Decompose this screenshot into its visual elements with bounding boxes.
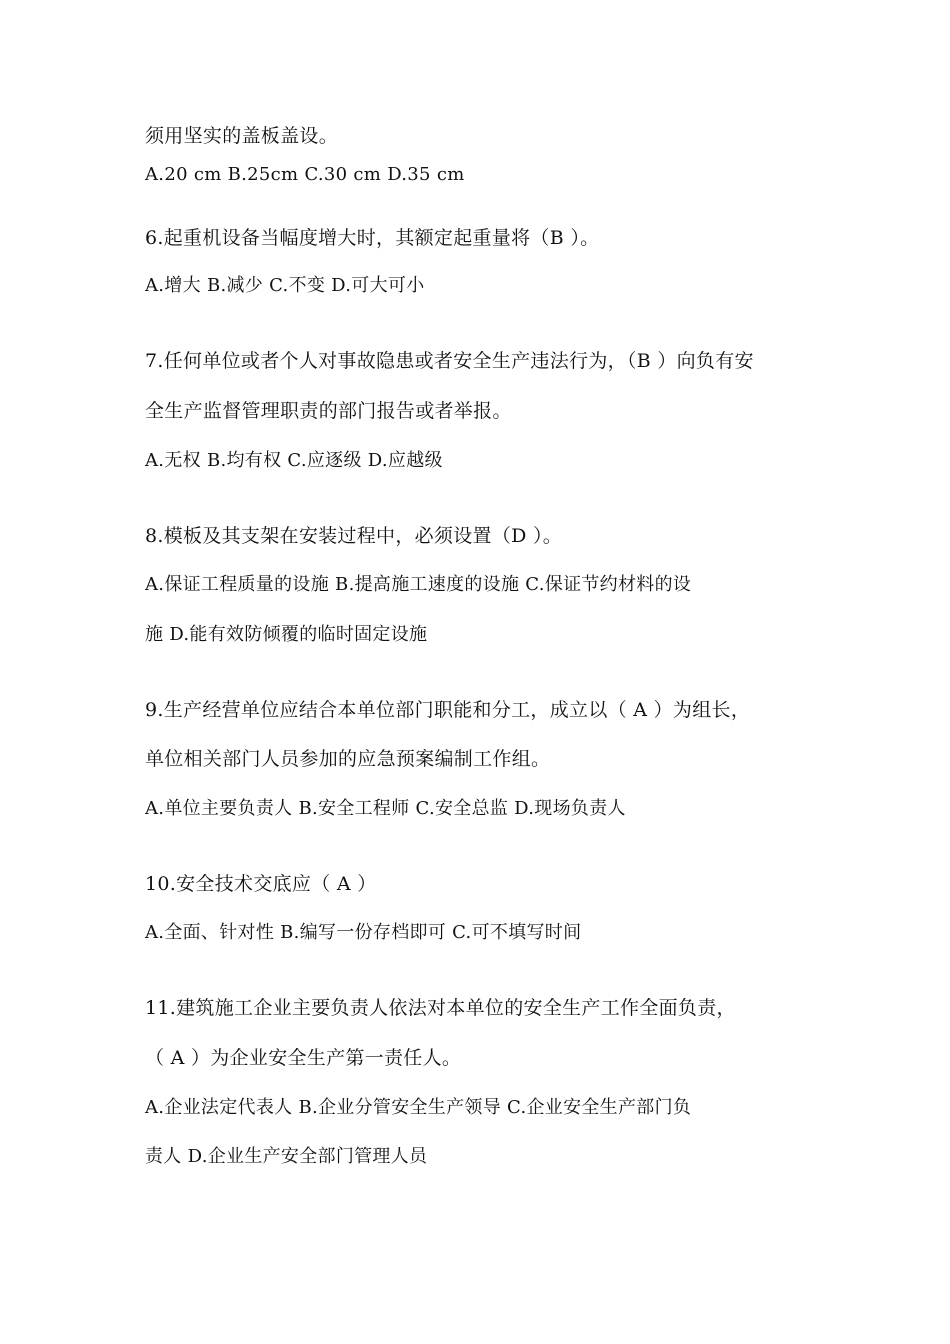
question-11-options-line-2: 责人 D.企业生产安全部门管理人员 xyxy=(145,1146,428,1167)
question-8-options-line-2: 施 D.能有效防倾覆的临时固定设施 xyxy=(145,624,428,645)
continuation-options: A.20 cm B.25cm C.30 cm D.35 cm xyxy=(145,164,465,185)
question-8-text: 8.模板及其支架在安装过程中，必须设置（D ）。 xyxy=(145,525,563,547)
question-10-text: 10.安全技术交底应（ A ） xyxy=(145,873,377,895)
question-6-text: 6.起重机设备当幅度增大时，其额定起重量将（B ）。 xyxy=(145,227,600,249)
question-10-options: A.全面、针对性 B.编写一份存档即可 C.可不填写时间 xyxy=(145,922,582,943)
question-7-options: A.无权 B.均有权 C.应逐级 D.应越级 xyxy=(145,450,443,471)
continuation-text: 须用坚实的盖板盖设。 xyxy=(145,125,339,147)
question-8-options-line-1: A.保证工程质量的设施 B.提高施工速度的设施 C.保证节约材料的设 xyxy=(145,574,692,595)
question-11-text-line-2: （ A ）为企业安全生产第一责任人。 xyxy=(145,1047,462,1069)
question-9-text-line-1: 9.生产经营单位应结合本单位部门职能和分工，成立以（ A ）为组长， xyxy=(145,699,751,721)
question-6-options: A.增大 B.减少 C.不变 D.可大可小 xyxy=(145,275,425,296)
question-7-text-line-1: 7.任何单位或者个人对事故隐患或者安全生产违法行为，（B ）向负有安 xyxy=(145,350,754,372)
question-9-options: A.单位主要负责人 B.安全工程师 C.安全总监 D.现场负责人 xyxy=(145,798,626,819)
question-9-text-line-2: 单位相关部门人员参加的应急预案编制工作组。 xyxy=(145,748,551,770)
question-11-options-line-1: A.企业法定代表人 B.企业分管安全生产领导 C.企业安全生产部门负 xyxy=(145,1097,692,1118)
question-11-text-line-1: 11.建筑施工企业主要负责人依法对本单位的安全生产工作全面负责， xyxy=(145,997,736,1019)
question-7-text-line-2: 全生产监督管理职责的部门报告或者举报。 xyxy=(145,400,512,422)
